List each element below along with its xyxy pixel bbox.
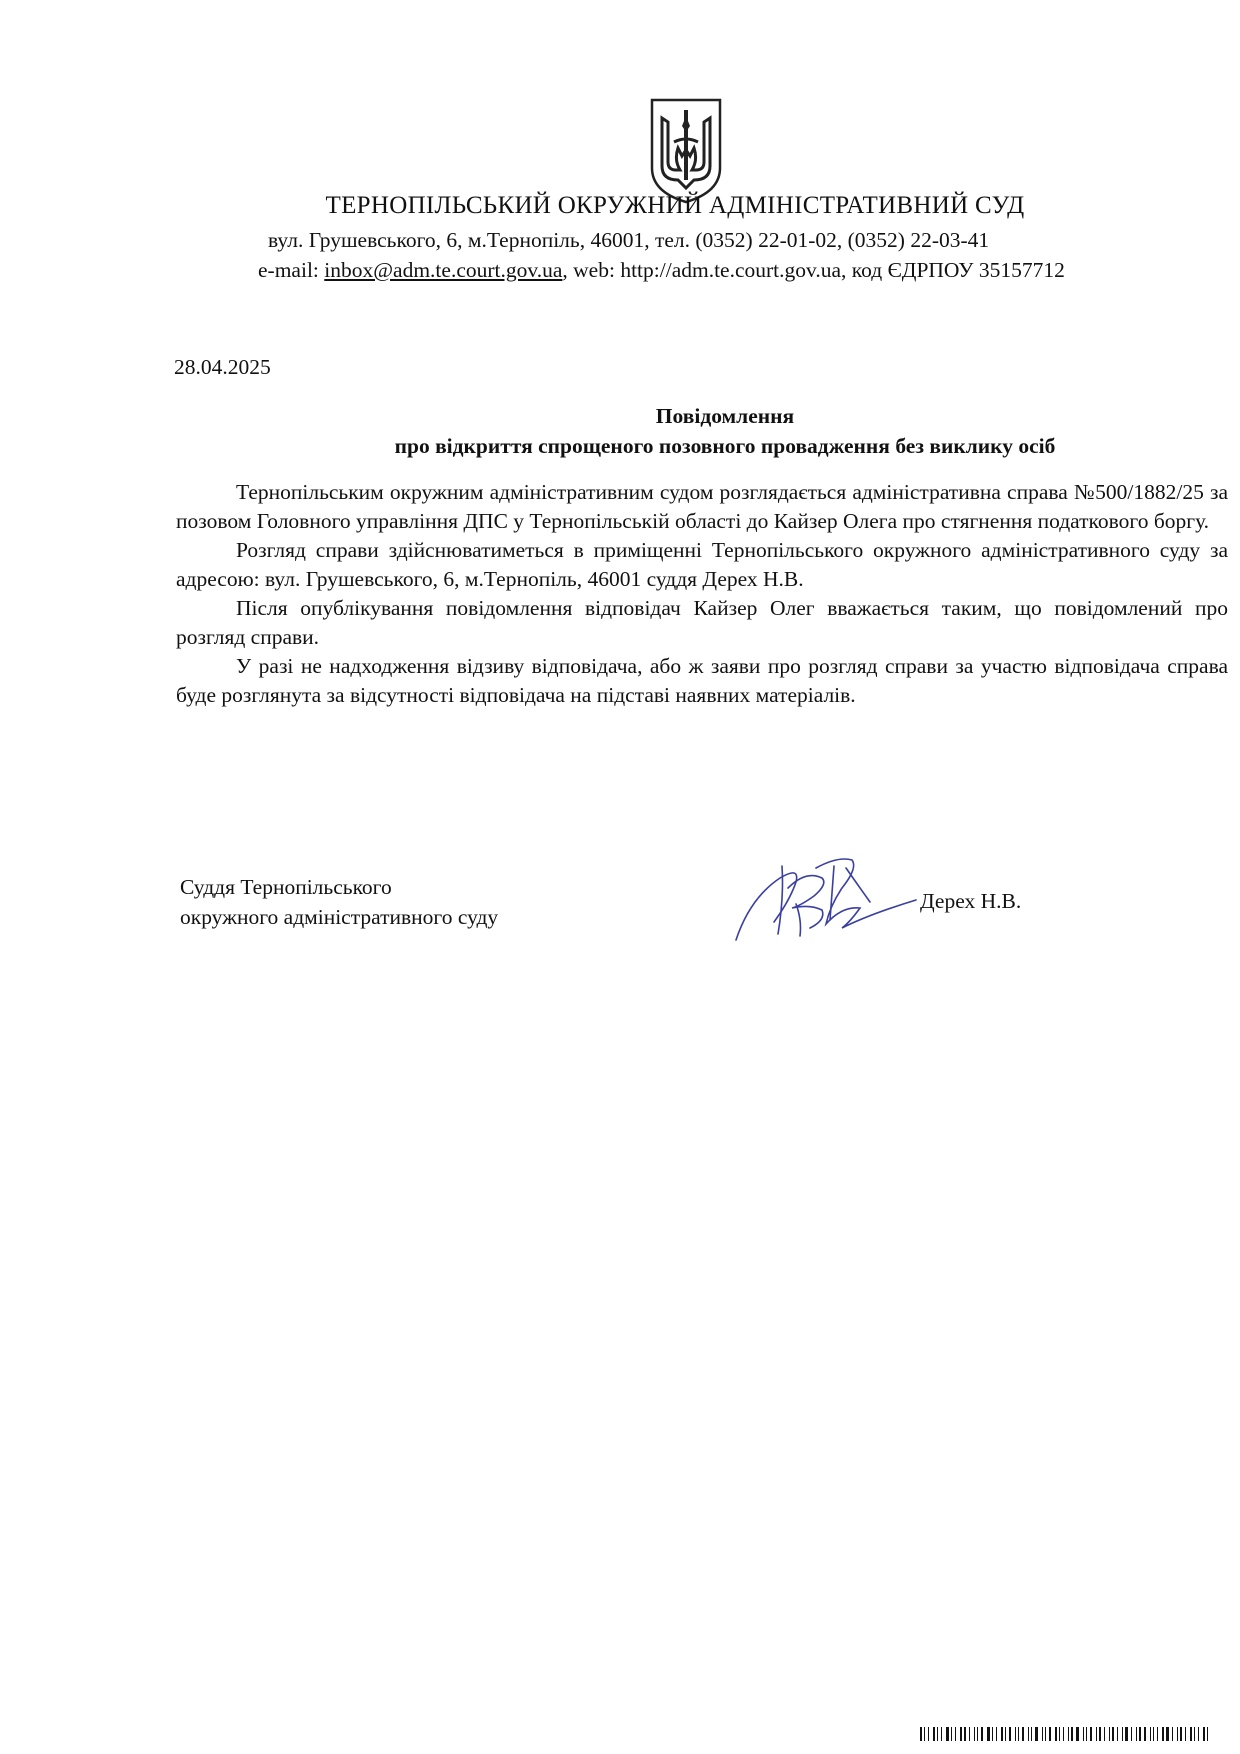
judge-position-line2: окружного адміністративного суду [180,905,499,929]
judge-position-line1: Суддя Тернопільського [180,875,392,899]
handwritten-signature-icon [730,848,920,948]
body-paragraph-4: У разі не надходження відзиву відповідача, або ж заяви про розгляд справи за участю відповідача справа буде розглянута за відсутності відповідача на підставі наявних матеріалів. [176,654,1228,707]
barcode-icon [920,1727,1212,1741]
court-address: вул. Грушевського, 6, м.Тернопіль, 46001, тел. (0352) 22-01-02, (0352) 22-03-41 [268,228,990,252]
document-date: 28.04.2025 [174,355,271,379]
judge-position [180,872,498,932]
email-link[interactable]: inbox@adm.te.court.gov.ua [324,258,563,282]
body-paragraph-1: Тернопільським окружним адміністративним судом розглядається адміністративна справа №500/1882/25 за позовом Головного управління ДПС у Тернопільській області до Кайзер Олега про стягнення податкового боргу. [176,480,1228,533]
document-title [140,401,1240,461]
court-contacts [258,258,1065,283]
trident-coat-of-arms-icon [648,96,724,206]
court-name: ТЕРНОПІЛЬСЬКИЙ ОКРУЖНИЙ АДМІНІСТРАТИВНИЙ СУД [325,192,1025,219]
body-paragraph-3: Після опублікування повідомлення відповідач Кайзер Олег вважається таким, що повідомлений про розгляд справи. [176,596,1228,649]
document-title-line1: Повідомлення [655,404,795,428]
judge-name: Дерех Н.В. [920,889,1022,913]
body-paragraph-2: Розгляд справи здійснюватиметься в приміщенні Тернопільського окружного адміністративного суду за адресою: вул. Грушевського, 6, м.Тернопіль, 46001 суддя Дерех Н.В. [176,538,1228,591]
email-label: e-mail: [258,258,325,282]
document-title-line2: про відкриття спрощеного позовного провадження без виклику осіб [394,434,1056,458]
document-body [176,478,1228,710]
web-and-code: , web: http://adm.te.court.gov.ua, код ЄДРПОУ 35157712 [562,258,1065,282]
